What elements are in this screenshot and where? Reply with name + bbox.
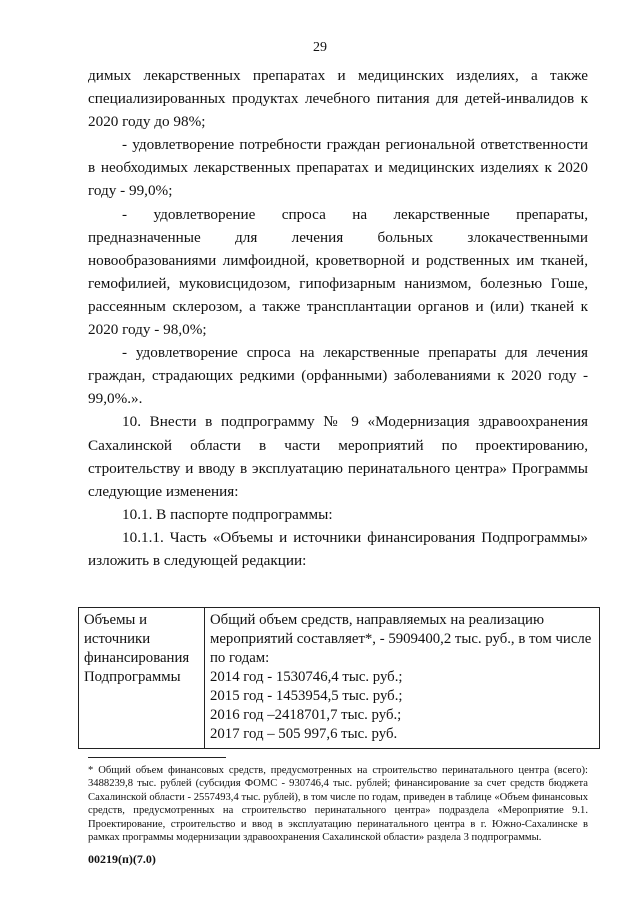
table-label-cell: Объемы и источники финансирования Подпрограммы [79, 608, 205, 749]
paragraph-continuation: димых лекарственных препаратах и медицинских изделиях, а также специализированных продуктах лечебного питания для детей-инвалидов к 2020 году до 98%; [88, 67, 588, 131]
paragraph-oncology-demand: - удовлетворение спроса на лекарственные препараты, предназначенные для лечения больных злокачественными новообразованиями лимфоидной, кроветворной и родственных им тканей, гемофилией, муковисцидозом, гипофизарным нанизмом, болезнью Гоше, рассеянным склерозом, а также трансплантации органов и (или) тканей к 2020 году - 98,0%; [88, 205, 588, 339]
paragraph-regional-need: - удовлетворение потребности граждан региональной ответственности в необходимых лекарственных препаратах и медицинских изделиях к 2020 году - 99,0%; [88, 136, 588, 200]
paragraph-item-10: 10. Внести в подпрограмму № 9 «Модернизация здравоохранения Сахалинской области в части мероприятий по проектированию, строительству и вводу в эксплуатацию перинатального центра» Программы следующие изменения: [88, 413, 588, 500]
financing-table [78, 607, 600, 749]
footnote: * Общий объем финансовых средств, предусмотренных на строительство перинатального центра (всего): 3488239,8 тыс. рублей (субсидия ФОМС - 930746,4 тыс. рублей; финансирование за счет средств бюджета Сахалинской области - 2557493,4 тыс. рублей), в том числе по годам, приведен в таблице «Объем финансовых средств, предусмотренных на строительство перинатального центра» подраздела «Мероприятие 9.1. Проектирование, строительство и ввод в эксплуатацию перинатального центра в г. Южно-Сахалинске в рамках программы модернизации здравоохранения Сахалинской области» раздела 3 подпрограммы. [88, 765, 588, 844]
footnote-divider [88, 757, 226, 758]
year-line-2016: 2016 год –2418701,7 тыс. руб.; [210, 707, 402, 723]
year-line-2015: 2015 год - 1453954,5 тыс. руб.; [210, 688, 403, 704]
year-line-2017: 2017 год – 505 997,6 тыс. руб. [210, 726, 398, 742]
table-content-cell [205, 608, 600, 749]
document-code: 00219(п)(7.0) [88, 852, 156, 866]
page-number: 29 [313, 40, 327, 55]
table-intro: Общий объем средств, направляемых на реализацию мероприятий составляет*, - 5909400,2 тыс. руб., в том числе по годам: [210, 612, 592, 666]
table-row [79, 608, 600, 749]
body-text [88, 64, 588, 572]
paragraph-item-10-1-1: 10.1.1. Часть «Объемы и источники финансирования Подпрограммы» изложить в следующей редакции: [88, 528, 588, 569]
paragraph-orphan-demand: - удовлетворение спроса на лекарственные препараты для лечения граждан, страдающих редкими (орфанными) заболеваниями к 2020 году - 99,0%.». [88, 344, 588, 408]
year-line-2014: 2014 год - 1530746,4 тыс. руб.; [210, 669, 403, 685]
paragraph-item-10-1: 10.1. В паспорте подпрограммы: [122, 505, 333, 523]
